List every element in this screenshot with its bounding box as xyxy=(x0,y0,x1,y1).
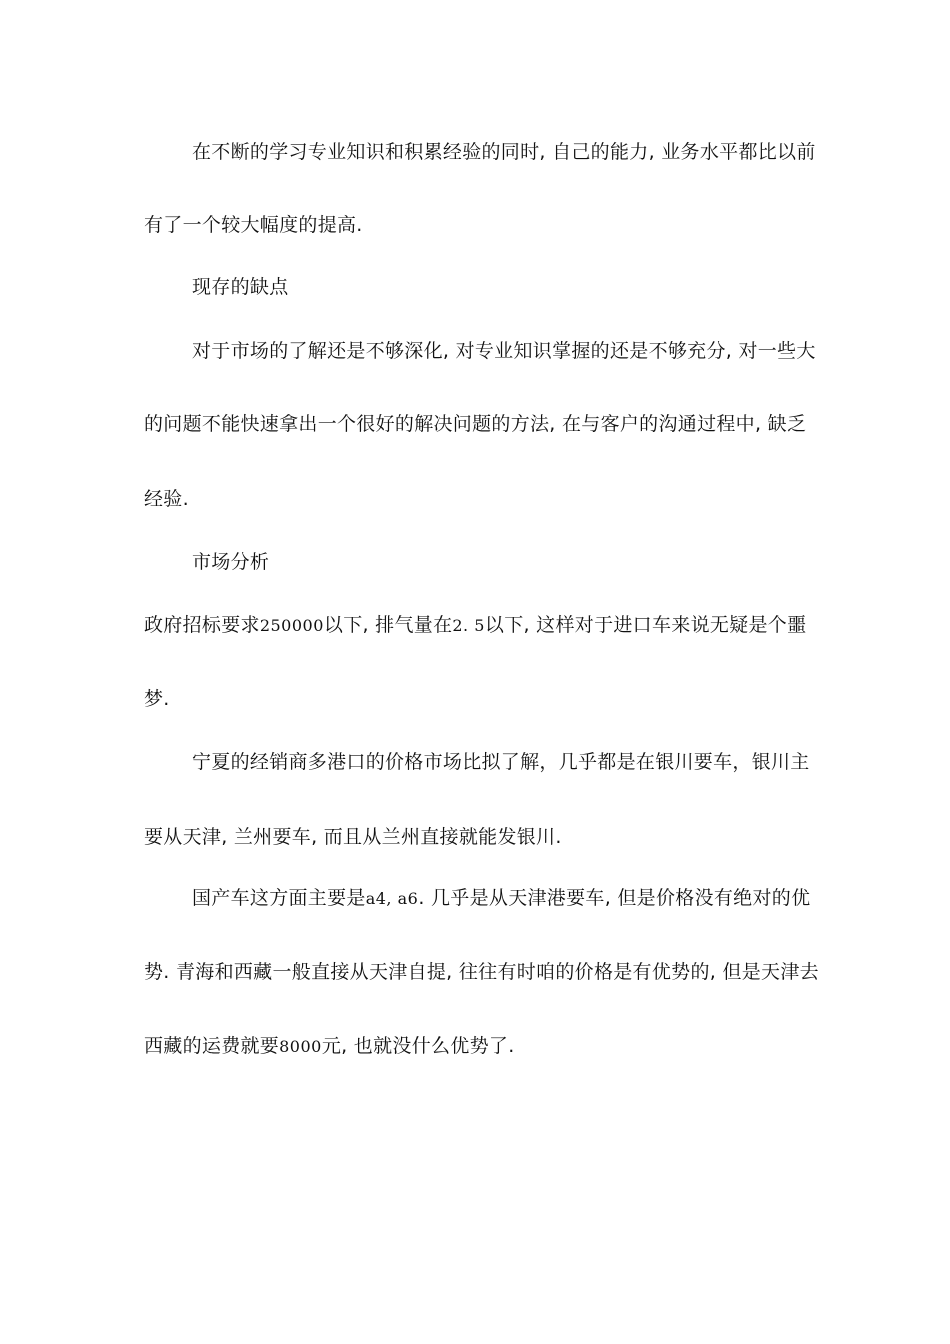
price-limit-value: 250000 xyxy=(259,616,324,635)
paragraph-line-10 xyxy=(192,886,814,911)
paragraph-line-2: 有了一个较大幅度的提高. xyxy=(144,214,363,236)
paragraph-line-4: 的问题不能快速拿出一个很好的解决问题的方法, 在与客户的沟通过程中, 缺乏 xyxy=(144,413,807,435)
paragraph-line-3: 对于市场的了解还是不够深化, 对专业知识掌握的还是不够充分, 对一些大 xyxy=(192,340,816,362)
text-segment: 国产车这方面主要是 xyxy=(192,887,366,909)
paragraph-line-6 xyxy=(144,613,814,638)
paragraph-line-1: 在不断的学习专业知识和积累经验的同时, 自己的能力, 业务水平都比以前 xyxy=(192,141,816,163)
section-heading-shortcomings: 现存的缺点 xyxy=(192,276,289,298)
text-segment: 西藏的运费就要 xyxy=(144,1035,280,1057)
freight-cost-value: 8000 xyxy=(279,1037,322,1056)
paragraph-line-11: 势. 青海和西藏一般直接从天津自提, 往往有时咱的价格是有优势的, 但是天津去 xyxy=(144,961,819,983)
section-heading-market-analysis: 市场分析 xyxy=(192,551,270,573)
text-segment: 以下, 这样对于进口车来说无疑是个噩 xyxy=(484,614,807,636)
text-segment: 元, 也就没什么优势了. xyxy=(321,1035,515,1057)
paragraph-line-5: 经验. xyxy=(144,488,189,510)
paragraph-line-9: 要从天津, 兰州要车, 而且从兰州直接就能发银川. xyxy=(144,826,562,848)
displacement-value: 2. 5 xyxy=(452,616,485,635)
text-segment: 政府招标要求 xyxy=(144,614,260,636)
paragraph-line-8: 宁夏的经销商多港口的价格市场比拟了解，几乎都是在银川要车，银川主 xyxy=(192,751,810,773)
paragraph-line-12 xyxy=(144,1034,814,1059)
model-names: a4, a6 xyxy=(365,889,419,908)
paragraph-line-7: 梦. xyxy=(144,688,170,710)
text-segment: . 几乎是从天津港要车, 但是价格没有绝对的优 xyxy=(418,887,811,909)
text-segment: 以下, 排气量在 xyxy=(323,614,453,636)
